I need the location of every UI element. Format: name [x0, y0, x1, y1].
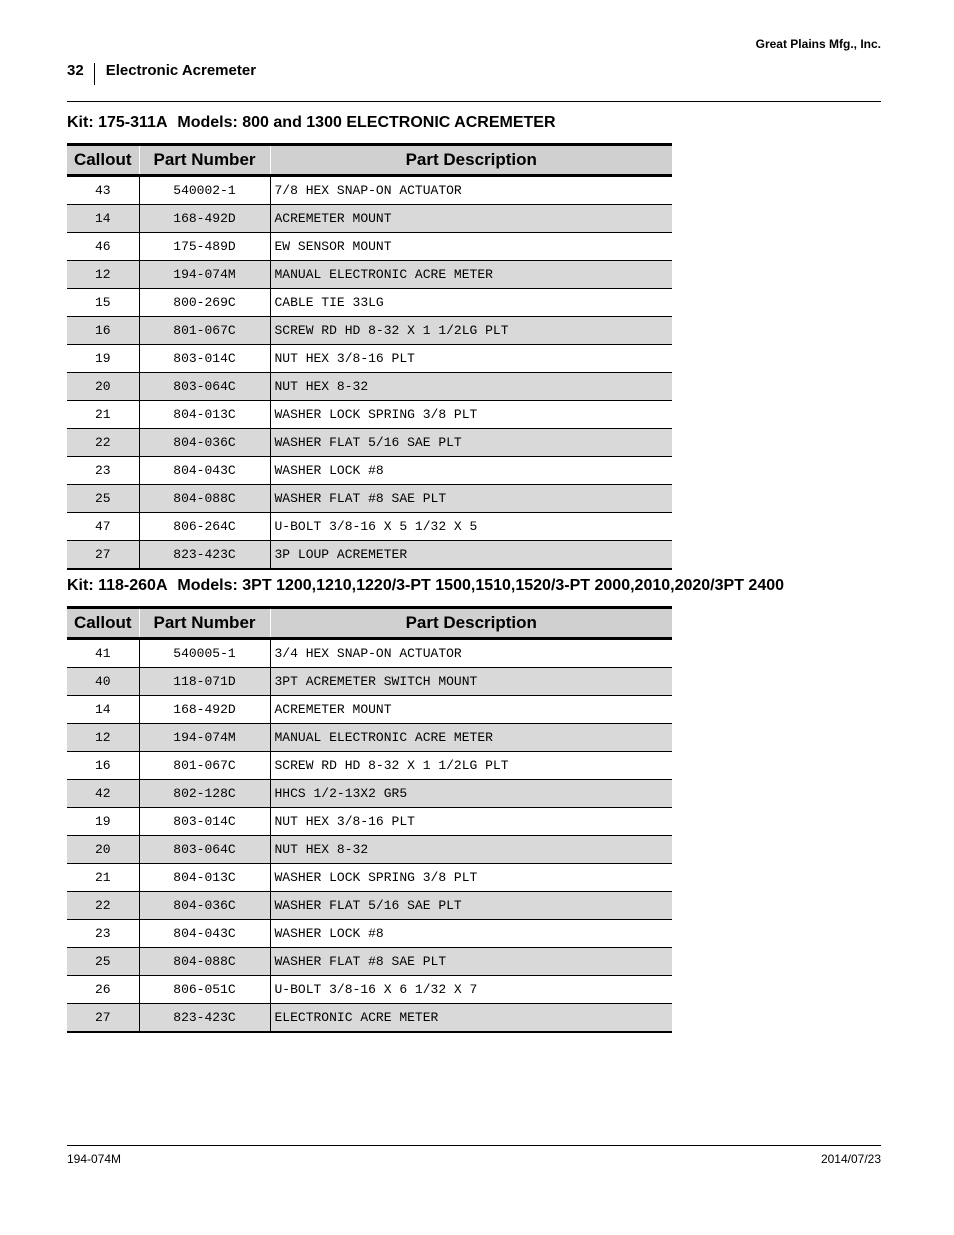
- part-number-cell: 802-128C: [139, 780, 270, 808]
- callout-cell: 16: [67, 317, 139, 345]
- header-rule: [67, 101, 881, 102]
- table-row: [67, 176, 672, 205]
- table-row: [67, 233, 672, 261]
- callout-cell: 14: [67, 696, 139, 724]
- part-number-cell: 804-088C: [139, 485, 270, 513]
- callout-cell: 23: [67, 457, 139, 485]
- column-header-part-description: Part Description: [270, 608, 672, 639]
- table-row: [67, 485, 672, 513]
- part-number-cell: 803-014C: [139, 345, 270, 373]
- kit-models: Models: 800 and 1300 ELECTRONIC ACREMETER: [177, 114, 556, 131]
- callout-cell: 40: [67, 668, 139, 696]
- part-description-cell: SCREW RD HD 8-32 X 1 1/2LG PLT: [270, 317, 672, 345]
- kit-models: Models: 3PT 1200,1210,1220/3-PT 1500,1510,1520/3-PT 2000,2010,2020/3PT 2400: [177, 577, 785, 594]
- part-description-cell: WASHER FLAT 5/16 SAE PLT: [270, 429, 672, 457]
- part-description-cell: 3P LOUP ACREMETER: [270, 541, 672, 570]
- part-number-cell: 540002-1: [139, 176, 270, 205]
- callout-cell: 12: [67, 261, 139, 289]
- table-row: [67, 205, 672, 233]
- header-divider: [94, 63, 95, 85]
- table-header-row: [67, 608, 672, 639]
- callout-cell: 21: [67, 401, 139, 429]
- part-number-cell: 806-264C: [139, 513, 270, 541]
- part-description-cell: NUT HEX 3/8-16 PLT: [270, 808, 672, 836]
- callout-cell: 27: [67, 1004, 139, 1033]
- part-number-cell: 806-051C: [139, 976, 270, 1004]
- callout-cell: 12: [67, 724, 139, 752]
- column-header-callout: Callout: [67, 608, 139, 639]
- part-description-cell: U-BOLT 3/8-16 X 5 1/32 X 5: [270, 513, 672, 541]
- table-row: [67, 373, 672, 401]
- page-header: [67, 59, 256, 81]
- part-number-cell: 118-071D: [139, 668, 270, 696]
- callout-cell: 25: [67, 485, 139, 513]
- part-number-cell: 804-013C: [139, 864, 270, 892]
- table-row: [67, 541, 672, 570]
- part-number-cell: 168-492D: [139, 205, 270, 233]
- part-number-cell: 175-489D: [139, 233, 270, 261]
- part-number-cell: 804-013C: [139, 401, 270, 429]
- part-description-cell: CABLE TIE 33LG: [270, 289, 672, 317]
- table-row: [67, 1004, 672, 1033]
- callout-cell: 41: [67, 639, 139, 668]
- callout-cell: 14: [67, 205, 139, 233]
- part-number-cell: 804-088C: [139, 948, 270, 976]
- part-description-cell: WASHER LOCK #8: [270, 920, 672, 948]
- part-description-cell: NUT HEX 8-32: [270, 836, 672, 864]
- parts-table-2: [67, 606, 672, 1033]
- table-row: [67, 808, 672, 836]
- callout-cell: 26: [67, 976, 139, 1004]
- kit-title-2: [67, 577, 784, 595]
- part-number-cell: 801-067C: [139, 752, 270, 780]
- kit-title-1: [67, 114, 556, 132]
- part-description-cell: HHCS 1/2-13X2 GR5: [270, 780, 672, 808]
- kit-number: Kit: 118-260A: [67, 577, 167, 594]
- part-description-cell: ACREMETER MOUNT: [270, 205, 672, 233]
- part-number-cell: 803-014C: [139, 808, 270, 836]
- callout-cell: 23: [67, 920, 139, 948]
- part-description-cell: SCREW RD HD 8-32 X 1 1/2LG PLT: [270, 752, 672, 780]
- callout-cell: 46: [67, 233, 139, 261]
- table-row: [67, 261, 672, 289]
- part-number-cell: 804-043C: [139, 457, 270, 485]
- part-number-cell: 804-036C: [139, 429, 270, 457]
- table-row: [67, 345, 672, 373]
- table-row: [67, 513, 672, 541]
- part-description-cell: WASHER FLAT #8 SAE PLT: [270, 485, 672, 513]
- table-row: [67, 752, 672, 780]
- part-description-cell: NUT HEX 8-32: [270, 373, 672, 401]
- section-title: Electronic Acremeter: [105, 61, 257, 79]
- table-row: [67, 696, 672, 724]
- table-row: [67, 457, 672, 485]
- callout-cell: 20: [67, 836, 139, 864]
- part-description-cell: NUT HEX 3/8-16 PLT: [270, 345, 672, 373]
- callout-cell: 21: [67, 864, 139, 892]
- part-number-cell: 823-423C: [139, 1004, 270, 1033]
- part-number-cell: 803-064C: [139, 373, 270, 401]
- part-number-cell: 803-064C: [139, 836, 270, 864]
- part-number-cell: 194-074M: [139, 261, 270, 289]
- part-description-cell: 3PT ACREMETER SWITCH MOUNT: [270, 668, 672, 696]
- doc-date: 2014/07/23: [820, 1152, 881, 1166]
- callout-cell: 19: [67, 808, 139, 836]
- table-row: [67, 429, 672, 457]
- callout-cell: 27: [67, 541, 139, 570]
- part-description-cell: WASHER LOCK SPRING 3/8 PLT: [270, 864, 672, 892]
- table-row: [67, 668, 672, 696]
- callout-cell: 19: [67, 345, 139, 373]
- callout-cell: 25: [67, 948, 139, 976]
- page-number: 32: [67, 61, 84, 79]
- column-header-part-number: Part Number: [139, 145, 270, 176]
- parts-table-1: [67, 143, 672, 570]
- table-row: [67, 401, 672, 429]
- callout-cell: 47: [67, 513, 139, 541]
- part-description-cell: MANUAL ELECTRONIC ACRE METER: [270, 724, 672, 752]
- part-description-cell: WASHER FLAT #8 SAE PLT: [270, 948, 672, 976]
- table-row: [67, 317, 672, 345]
- part-description-cell: WASHER LOCK #8: [270, 457, 672, 485]
- table-header-row: [67, 145, 672, 176]
- table-row: [67, 836, 672, 864]
- part-number-cell: 804-036C: [139, 892, 270, 920]
- table-row: [67, 920, 672, 948]
- table-row: [67, 289, 672, 317]
- company-name: Great Plains Mfg., Inc.: [755, 37, 881, 51]
- column-header-part-description: Part Description: [270, 145, 672, 176]
- part-description-cell: WASHER FLAT 5/16 SAE PLT: [270, 892, 672, 920]
- part-description-cell: EW SENSOR MOUNT: [270, 233, 672, 261]
- part-description-cell: 3/4 HEX SNAP-ON ACTUATOR: [270, 639, 672, 668]
- table-row: [67, 976, 672, 1004]
- table-row: [67, 948, 672, 976]
- part-description-cell: 7/8 HEX SNAP-ON ACTUATOR: [270, 176, 672, 205]
- footer-rule: [67, 1145, 881, 1146]
- callout-cell: 43: [67, 176, 139, 205]
- callout-cell: 22: [67, 892, 139, 920]
- part-description-cell: MANUAL ELECTRONIC ACRE METER: [270, 261, 672, 289]
- table-row: [67, 780, 672, 808]
- column-header-callout: Callout: [67, 145, 139, 176]
- part-description-cell: ACREMETER MOUNT: [270, 696, 672, 724]
- part-number-cell: 823-423C: [139, 541, 270, 570]
- part-number-cell: 801-067C: [139, 317, 270, 345]
- part-number-cell: 194-074M: [139, 724, 270, 752]
- part-number-cell: 804-043C: [139, 920, 270, 948]
- callout-cell: 16: [67, 752, 139, 780]
- part-description-cell: ELECTRONIC ACRE METER: [270, 1004, 672, 1033]
- callout-cell: 42: [67, 780, 139, 808]
- callout-cell: 22: [67, 429, 139, 457]
- table-row: [67, 864, 672, 892]
- column-header-part-number: Part Number: [139, 608, 270, 639]
- table-row: [67, 724, 672, 752]
- part-number-cell: 540005-1: [139, 639, 270, 668]
- doc-number: 194-074M: [67, 1152, 122, 1166]
- part-number-cell: 800-269C: [139, 289, 270, 317]
- part-number-cell: 168-492D: [139, 696, 270, 724]
- part-description-cell: WASHER LOCK SPRING 3/8 PLT: [270, 401, 672, 429]
- kit-number: Kit: 175-311A: [67, 114, 167, 131]
- table-row: [67, 639, 672, 668]
- callout-cell: 20: [67, 373, 139, 401]
- table-row: [67, 892, 672, 920]
- part-description-cell: U-BOLT 3/8-16 X 6 1/32 X 7: [270, 976, 672, 1004]
- callout-cell: 15: [67, 289, 139, 317]
